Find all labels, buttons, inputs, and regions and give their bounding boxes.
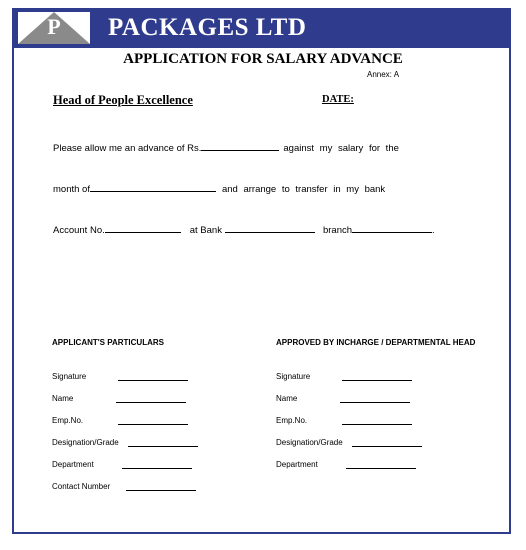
applicant-department-label: Department	[52, 460, 94, 469]
applicant-designation-label: Designation/Grade	[52, 438, 119, 447]
line3-text-a: Account No.	[53, 225, 105, 236]
line3-text-c: branch	[322, 225, 353, 236]
approver-empno-line[interactable]	[342, 424, 412, 425]
applicant-empno-line[interactable]	[118, 424, 188, 425]
approver-department-line[interactable]	[346, 468, 416, 469]
addressee: Head of People Excellence	[53, 93, 193, 107]
approver-empno-label: Emp.No.	[276, 416, 308, 425]
company-logo	[18, 12, 90, 44]
approver-signature-line[interactable]	[342, 380, 412, 381]
applicant-designation-line[interactable]	[128, 446, 198, 447]
applicant-name-label: Name	[52, 394, 74, 403]
company-name: PACKAGES LTD	[108, 14, 307, 41]
annex-label: Annex: A	[367, 70, 400, 79]
logo-letter: P	[47, 14, 61, 39]
body-line-1	[53, 141, 399, 154]
account-no-blank[interactable]	[105, 223, 181, 233]
bank-blank[interactable]	[225, 223, 315, 233]
branch-blank[interactable]	[352, 223, 432, 233]
applicant-signature-label: Signature	[52, 372, 87, 381]
line3-text-b: at Bank	[189, 225, 222, 236]
line2-text-b: and arrange to transfer in my bank	[221, 184, 386, 195]
form-title: APPLICATION FOR SALARY ADVANCE	[123, 51, 403, 67]
applicant-empno-label: Emp.No.	[52, 416, 84, 425]
body-line-3	[53, 223, 435, 236]
approver-name-label: Name	[276, 394, 298, 403]
approver-designation-line[interactable]	[352, 446, 422, 447]
line2-text-a: month of	[53, 184, 90, 195]
applicant-department-line[interactable]	[122, 468, 192, 469]
applicant-contact-line[interactable]	[126, 490, 196, 491]
approver-heading: APPROVED BY INCHARGE / DEPARTMENTAL HEAD	[276, 338, 476, 347]
page-frame	[12, 8, 511, 534]
applicant-signature-line[interactable]	[118, 380, 188, 381]
approver-signature-label: Signature	[276, 372, 311, 381]
body-line-2	[53, 182, 385, 195]
month-blank[interactable]	[90, 182, 216, 192]
date-label: DATE:	[322, 94, 354, 105]
approver-designation-label: Designation/Grade	[276, 438, 343, 447]
approver-department-label: Department	[276, 460, 318, 469]
applicant-name-line[interactable]	[116, 402, 186, 403]
line3-text-d: .	[432, 225, 435, 236]
approver-name-line[interactable]	[340, 402, 410, 403]
line1-text-a: Please allow me an advance of Rs.	[53, 143, 202, 154]
amount-blank[interactable]	[201, 141, 279, 151]
applicant-contact-label: Contact Number	[52, 482, 111, 491]
line1-text-b: against my salary for the	[283, 143, 399, 154]
applicant-heading: APPLICANT'S PARTICULARS	[52, 338, 164, 347]
